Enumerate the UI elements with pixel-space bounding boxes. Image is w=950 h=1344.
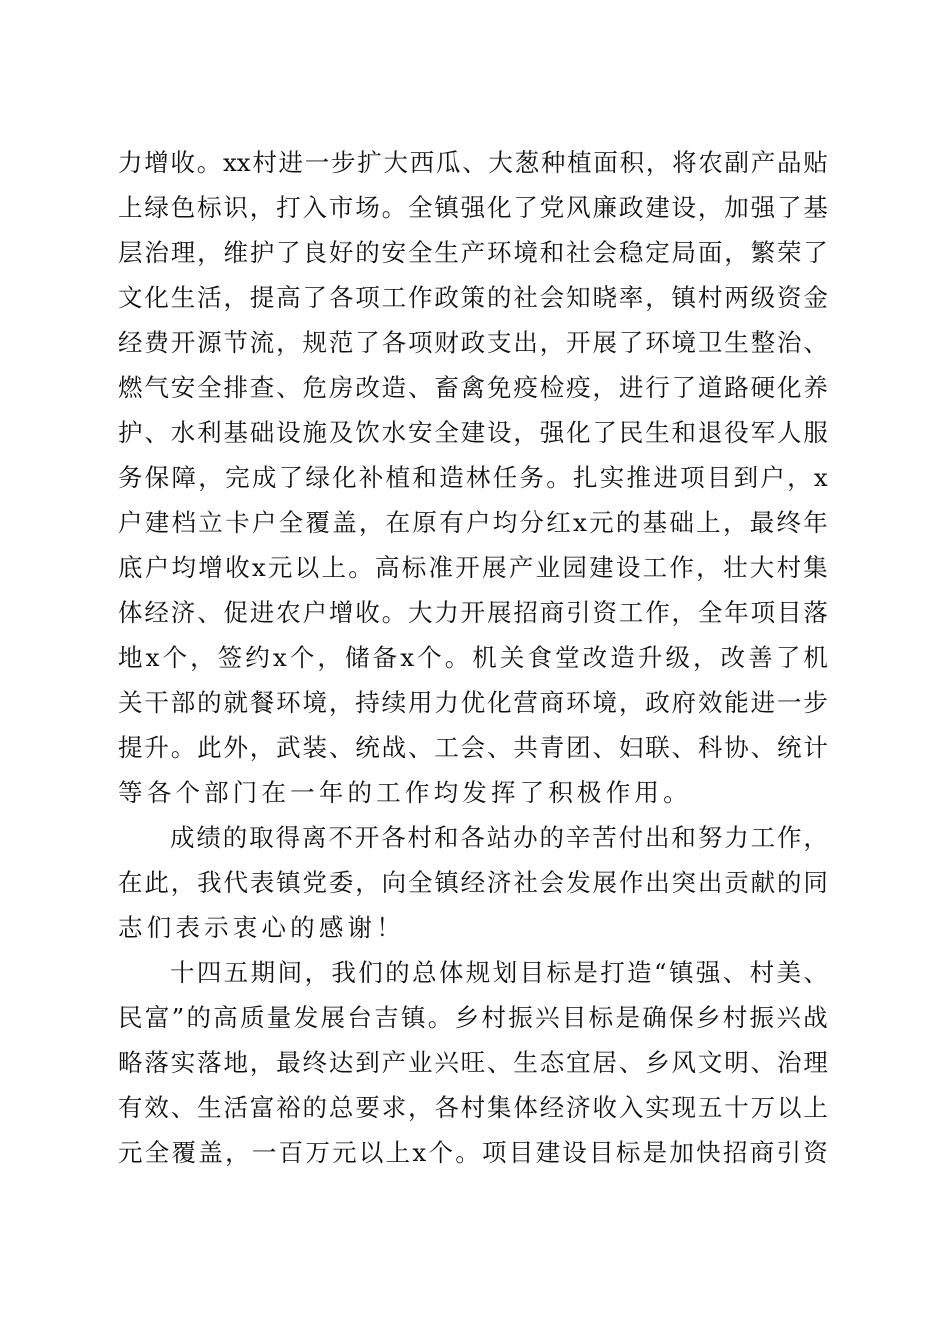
text-line: 略 落 实 落 地 ， 最 终 达 到 产 业 兴 旺 、 生 态 宜 居 、 乡 风 文 明 、 治 理 — [118, 1048, 828, 1077]
text-line: 十 四 五 期 间 ， 我 们 的 总 体 规 划 目 标 是 打 造 “ 镇 强 、 村 美 、 — [170, 958, 828, 987]
text-line: 关 干 部 的 就 餐 环 境 ， 持 续 用 力 优 化 营 商 环 境 ， 政 府 效 能 进 一 步 — [118, 688, 828, 717]
text-line: 有 效 、 生 活 富 裕 的 总 要 求 ， 各 村 集 体 经 济 收 入 实 现 五 十 万 以 上 — [118, 1093, 828, 1122]
text-line: 燃 气 安 全 排 查 、 危 房 改 造 、 畜 禽 免 疫 检 疫 ， 进 行 了 道 路 硬 化 养 — [118, 373, 828, 402]
text-line: 等 各 个 部 门 在 一 年 的 工 作 均 发 挥 了 积 极 作 用 。 — [118, 778, 688, 807]
text-line: 志 们 表 示 衷 心 的 感 谢 ！ — [118, 913, 401, 942]
text-line: 提 升 。 此 外 ， 武 装 、 统 战 、 工 会 、 共 青 团 、 妇 联 、 科 协 、 统 计 — [118, 733, 828, 762]
text-line: 在 此 ， 我 代 表 镇 党 委 ， 向 全 镇 经 济 社 会 发 展 作 出 突 出 贡 献 的 同 — [118, 868, 828, 897]
text-line: 上 绿 色 标 识 ， 打 入 市 场 。 全 镇 强 化 了 党 风 廉 政 建 设 ， 加 强 了 基 — [118, 193, 828, 222]
text-line: 经 费 开 源 节 流 ， 规 范 了 各 项 财 政 支 出 ， 开 展 了 环 境 卫 生 整 治 、 — [118, 328, 828, 357]
text-line: 力 增 收 。 xx 村 进 一 步 扩 大 西 瓜 、 大 葱 种 植 面 积 ， 将 农 副 产 品 贴 — [118, 148, 828, 177]
text-line: 底 户 均 增 收 x 元 以 上 。 高 标 准 开 展 产 业 园 建 设 工 作 ， 壮 大 村 集 — [118, 553, 828, 582]
text-line: 层 治 理 ， 维 护 了 良 好 的 安 全 生 产 环 境 和 社 会 稳 定 局 面 ， 繁 荣 了 — [118, 238, 828, 267]
paragraph — [118, 950, 828, 1175]
paragraph — [118, 140, 828, 815]
text-line: 地 x 个 ， 签 约 x 个 ， 储 备 x 个 。 机 关 食 堂 改 造 升 级 ， 改 善 了 机 — [118, 643, 828, 672]
paragraph — [118, 815, 828, 950]
text-line: 文 化 生 活 ， 提 高 了 各 项 工 作 政 策 的 社 会 知 晓 率 ， 镇 村 两 级 资 金 — [118, 283, 828, 312]
text-line: 成 绩 的 取 得 离 不 开 各 村 和 各 站 办 的 辛 苦 付 出 和 努 力 工 作 ， — [170, 823, 828, 852]
text-line: 体 经 济 、 促 进 农 户 增 收 。 大 力 开 展 招 商 引 资 工 作 ， 全 年 项 目 落 — [118, 598, 828, 627]
text-line: 务 保 障 ， 完 成 了 绿 化 补 植 和 造 林 任 务 。 扎 实 推 进 项 目 到 户 ， x — [118, 463, 828, 492]
text-line: 元 全 覆 盖 ， 一 百 万 元 以 上 x 个 。 项 目 建 设 目 标 是 加 快 招 商 引 资 — [118, 1138, 828, 1167]
body-text — [118, 140, 828, 1175]
text-line: 民 富 ” 的 高 质 量 发 展 台 吉 镇 。 乡 村 振 兴 目 标 是 确 保 乡 村 振 兴 战 — [118, 1003, 828, 1032]
text-line: 户 建 档 立 卡 户 全 覆 盖 ， 在 原 有 户 均 分 红 x 元 的 基 础 上 ， 最 终 年 — [118, 508, 828, 537]
text-line: 护 、 水 利 基 础 设 施 及 饮 水 安 全 建 设 ， 强 化 了 民 生 和 退 役 军 人 服 — [118, 418, 828, 447]
